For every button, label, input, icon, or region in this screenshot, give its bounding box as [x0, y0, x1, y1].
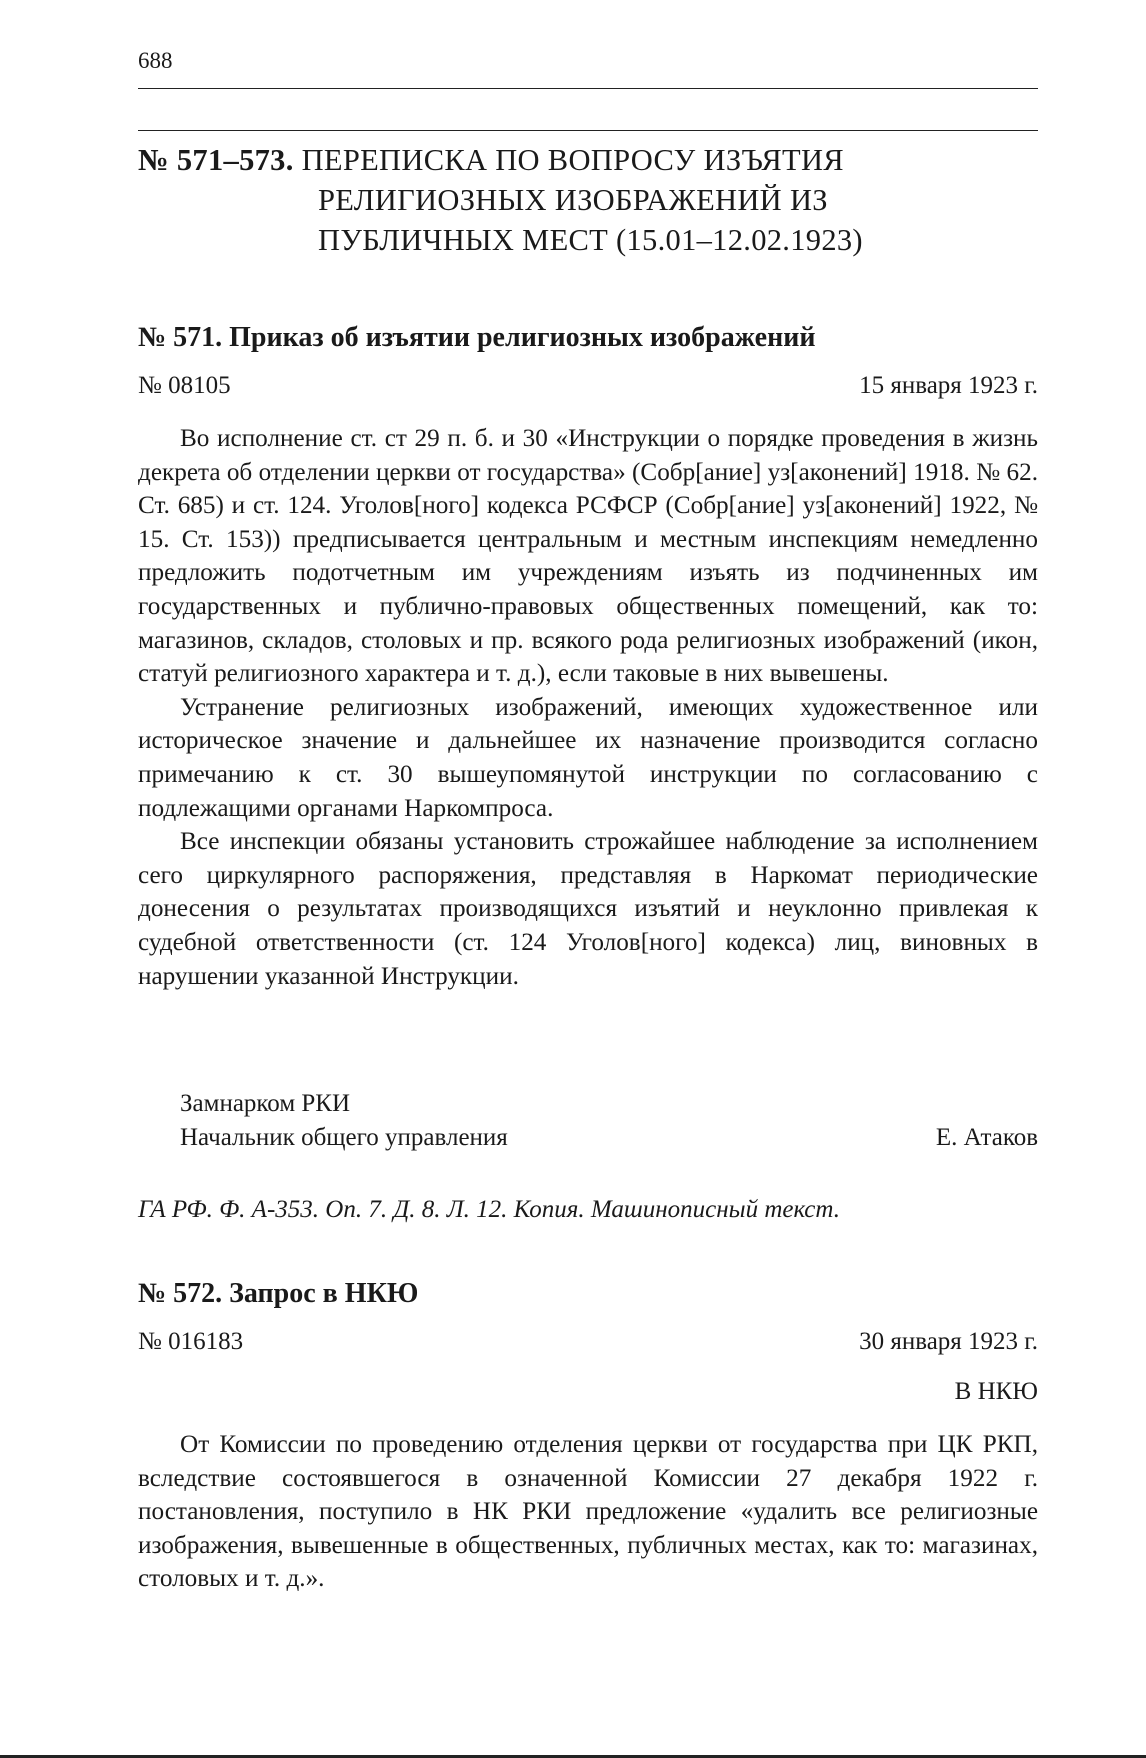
doc-571-signature	[138, 1087, 1038, 1155]
doc-571-paragraph-3: Все инспекции обязаны установить строжайшее наблюдение за исполнением сего циркулярного распоряжения, представляя в Наркомат периодические донесения о результатах производящихся изъятий и неуклонно привлекая к судебной ответственности (ст. 124 Уголов[ного] кодекса) лиц, виновных в нарушении указанной Инструкции.	[138, 828, 1038, 990]
header-rule	[138, 88, 1038, 89]
page-number: 688	[138, 48, 173, 73]
doc-571-body	[138, 422, 1038, 993]
doc-572-paragraph-1: От Комиссии по проведению отделения церкви от государства при ЦК РКП, вследствие состоявшегося в означенной Комиссии 27 декабря 1922 г. постановления, поступило в НК РКИ предложение «удалить все религиозные изображения, вывешенные в общественных, публичных местах, как то: магазинах, столовых и т. д.».	[138, 1431, 1038, 1593]
doc-572-heading: № 572. Запрос в НКЮ	[138, 1278, 419, 1309]
section-title-line-1: ПЕРЕПИСКА ПО ВОПРОСУ ИЗЪЯТИЯ	[301, 143, 844, 177]
doc-571-paragraph-2: Устранение религиозных изображений, имеющих художественное или историческое значение и дальнейшее их назначение производится согласно примечанию к ст. 30 вышеупомянутой инструкции по согласованию с подлежащими органами Наркомпроса.	[138, 693, 1038, 822]
doc-572-addressee: В НКЮ	[954, 1378, 1038, 1405]
section-title-line-3: ПУБЛИЧНЫХ МЕСТ (15.01–12.02.1923)	[318, 223, 863, 257]
doc-572-date: 30 января 1923 г.	[859, 1328, 1038, 1355]
section-title	[138, 140, 1038, 260]
doc-572-regline	[138, 1328, 1038, 1356]
doc-572-body	[138, 1428, 1038, 1596]
doc-571-archive-reference: ГА РФ. Ф. А-353. Оп. 7. Д. 8. Л. 12. Копия. Машинописный текст.	[138, 1196, 840, 1223]
doc-571-regline	[138, 372, 1038, 400]
signature-position-1: Замнарком РКИ	[180, 1090, 351, 1117]
section-number: № 571–573.	[138, 143, 294, 177]
doc-571-date: 15 января 1923 г.	[859, 372, 1038, 399]
signature-name: Е. Атаков	[935, 1124, 1038, 1151]
doc-571-heading: № 571. Приказ об изъятии религиозных изображений	[138, 322, 816, 353]
signature-position-2: Начальник общего управления	[180, 1124, 508, 1151]
doc-572-reg-number: № 016183	[138, 1328, 244, 1355]
doc-571-paragraph-1: Во исполнение ст. ст 29 п. б. и 30 «Инструкции о порядке проведения в жизнь декрета об отделении церкви от государства» (Собр[ание] уз[аконений] 1918. № 62. Ст. 685) и ст. 124. Уголов[ного] кодекса РСФСР (Собр[ание] уз[аконений] 1922, № 15. Ст. 153)) предписывается центральным и местным инспекциям немедленно предложить подотчетным им учреждениям изъять из подчиненных им государственных и публично-правовых общественных помещений, как то: магазинов, складов, столовых и пр. всякого рода религиозных изображений (икон, статуй религиозного характера и т. д.), если таковые в них вывешены.	[138, 425, 1038, 688]
doc-571-reg-number: № 08105	[138, 372, 231, 399]
section-title-line-2: РЕЛИГИОЗНЫХ ИЗОБРАЖЕНИЙ ИЗ	[318, 183, 828, 217]
section-rule	[138, 130, 1038, 131]
